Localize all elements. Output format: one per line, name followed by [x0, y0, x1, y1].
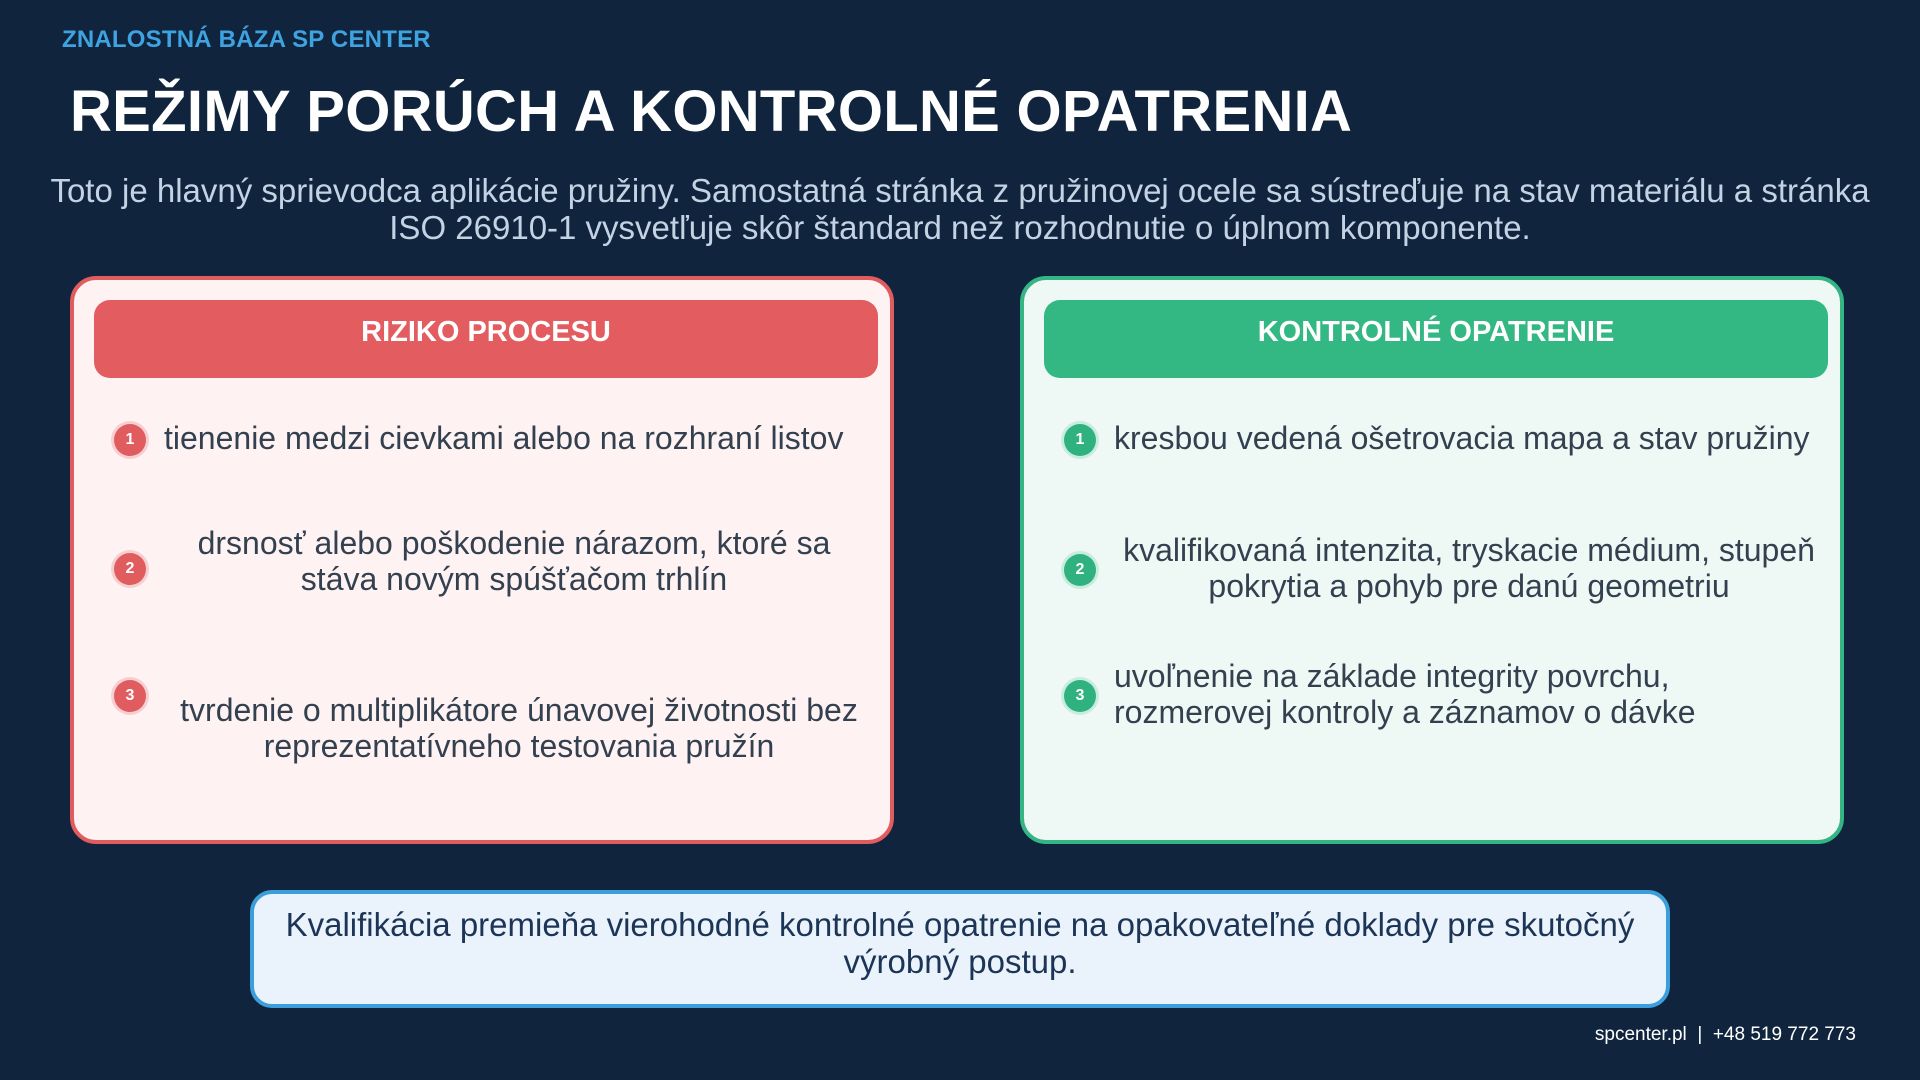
control-item-1-text: [1114, 420, 1834, 456]
subtitle-line-1: Toto je hlavný sprievodca aplikácie pružiny. Samostatná stránka z pružinovej ocele sa sústreďuje na stav materiálu a stránka: [50, 172, 1870, 209]
control-item-2-line-1: kvalifikovaná intenzita, tryskacie médium, stupeň: [1123, 532, 1815, 568]
risk-card: [70, 276, 894, 844]
control-card: [1020, 276, 1844, 844]
control-item-1: [1044, 420, 1824, 480]
risk-item-3-text: [154, 692, 884, 764]
risk-item-1-line-1: tienenie medzi cievkami alebo na rozhraní listov: [164, 420, 844, 456]
control-item-1-number-badge: 1: [1064, 424, 1096, 456]
risk-item-3-line-1: tvrdenie o multiplikátore únavovej životnosti bez: [180, 692, 858, 728]
subtitle-line-2: ISO 26910-1 vysvetľuje skôr štandard než rozhodnutie o úplnom komponente.: [389, 209, 1531, 246]
risk-item-2-line-2: stáva novým spúšťačom trhlín: [300, 561, 728, 597]
page-title: REŽIMY PORÚCH A KONTROLNÉ OPATRENIA: [70, 79, 1353, 144]
control-item-2-text: [1104, 532, 1834, 604]
control-item-3: [1044, 658, 1824, 748]
risk-item-2-number-badge: 2: [114, 553, 146, 585]
kicker-label: ZNALOSTNÁ BÁZA SP CENTER: [62, 26, 431, 53]
control-item-2: [1044, 532, 1824, 622]
page-subtitle: [10, 172, 1910, 246]
risk-item-3-number-badge: 3: [114, 680, 146, 712]
risk-item-2: [94, 525, 874, 615]
risk-item-1-number-badge: 1: [114, 424, 146, 456]
control-item-3-text: [1114, 658, 1834, 730]
conclusion-banner: [250, 890, 1670, 1008]
risk-item-1-text: [164, 420, 884, 456]
risk-item-3: [94, 680, 874, 780]
control-item-3-line-1: uvoľnenie na základe integrity povrchu,: [1114, 658, 1670, 694]
risk-card-header: RIZIKO PROCESU: [94, 300, 878, 378]
control-item-3-line-2: rozmerovej kontroly a záznamov o dávke: [1114, 694, 1696, 730]
risk-item-2-line-1: drsnosť alebo poškodenie nárazom, ktoré sa: [197, 525, 831, 561]
conclusion-line-2: výrobný postup.: [843, 943, 1077, 980]
contact-info: spcenter.pl | +48 519 772 773: [1594, 1024, 1856, 1045]
risk-item-2-text: [154, 525, 874, 597]
control-item-3-number-badge: 3: [1064, 680, 1096, 712]
control-item-1-line-1: kresbou vedená ošetrovacia mapa a stav pružiny: [1114, 420, 1810, 456]
conclusion-line-1: Kvalifikácia premieňa vierohodné kontrolné opatrenie na opakovateľné doklady pre skutočný: [285, 906, 1635, 943]
control-item-2-number-badge: 2: [1064, 554, 1096, 586]
control-card-header: KONTROLNÉ OPATRENIE: [1044, 300, 1828, 378]
risk-item-1: [94, 420, 874, 480]
control-item-2-line-2: pokrytia a pohyb pre danú geometriu: [1208, 568, 1730, 604]
risk-item-3-line-2: reprezentatívneho testovania pružín: [263, 728, 775, 764]
